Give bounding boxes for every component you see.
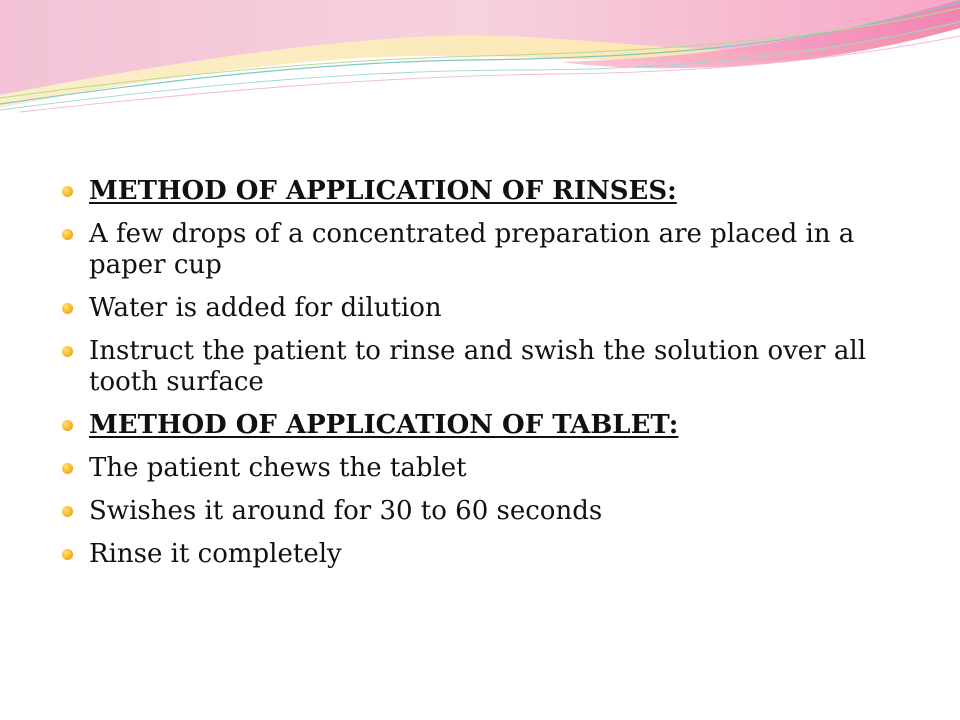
bullet-dot-icon bbox=[62, 463, 73, 474]
bullet-dot-icon bbox=[62, 549, 73, 560]
bullet-text: METHOD OF APPLICATION OF TABLET: bbox=[89, 410, 679, 440]
bullet-dot-icon bbox=[62, 506, 73, 517]
bullet-text: METHOD OF APPLICATION OF RINSES: bbox=[89, 176, 677, 206]
bullet-item bbox=[62, 293, 912, 324]
bullet-dot-icon bbox=[62, 303, 73, 314]
decorative-header-wave bbox=[0, 0, 960, 140]
bullet-text: The patient chews the tablet bbox=[89, 453, 467, 483]
bullet-heading-tablet bbox=[62, 410, 912, 441]
bullet-item bbox=[62, 496, 912, 527]
bullet-text: Instruct the patient to rinse and swish the solution over all tooth surface bbox=[89, 336, 867, 397]
bullet-dot-icon bbox=[62, 346, 73, 357]
bullet-item bbox=[62, 336, 912, 398]
bullet-list bbox=[62, 176, 912, 582]
bullet-text: Swishes it around for 30 to 60 seconds bbox=[89, 496, 603, 526]
bullet-item bbox=[62, 219, 912, 281]
bullet-text: Rinse it completely bbox=[89, 539, 342, 569]
bullet-dot-icon bbox=[62, 229, 73, 240]
bullet-item bbox=[62, 453, 912, 484]
bullet-text: Water is added for dilution bbox=[89, 293, 442, 323]
bullet-dot-icon bbox=[62, 420, 73, 431]
bullet-heading-rinses bbox=[62, 176, 912, 207]
bullet-dot-icon bbox=[62, 186, 73, 197]
bullet-text: A few drops of a concentrated preparation are placed in a paper cup bbox=[89, 219, 855, 280]
bullet-item bbox=[62, 539, 912, 570]
